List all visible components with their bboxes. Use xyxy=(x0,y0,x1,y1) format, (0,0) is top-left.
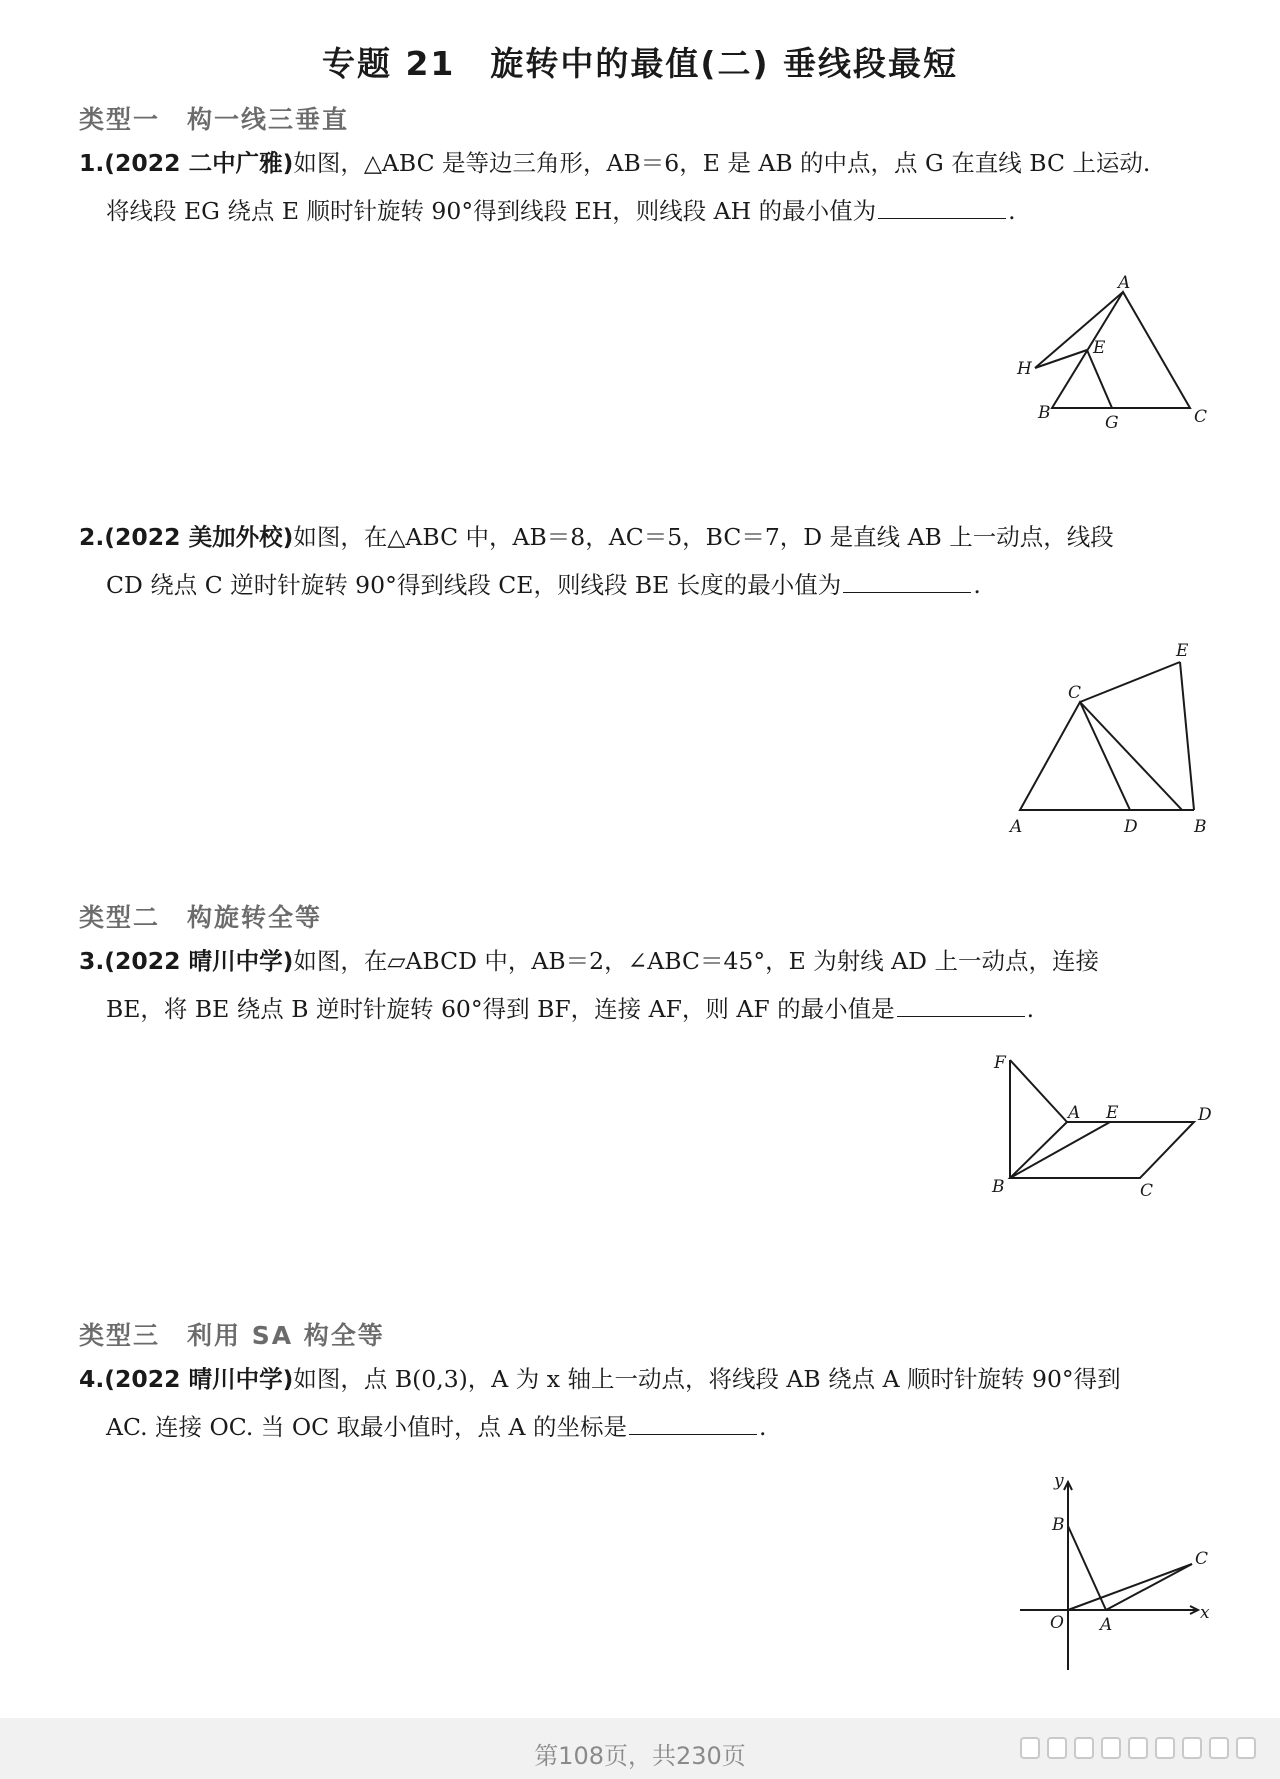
period: . xyxy=(758,1413,767,1441)
section-heading-type-2: 类型二 构旋转全等 xyxy=(79,903,323,932)
triangle-abc xyxy=(1052,292,1190,408)
problem-text: 如图，在▱ABCD 中，AB＝2，∠ABC＝45°，E 为射线 AD 上一动点，连接 xyxy=(293,947,1099,975)
problem-1-line-2 xyxy=(106,196,1016,226)
segment-ac xyxy=(1106,1564,1192,1610)
answer-blank[interactable] xyxy=(843,570,971,593)
problem-text: 将线段 EG 绕点 E 顺时针旋转 90°得到线段 EH，则线段 AH 的最小值为 xyxy=(106,197,877,225)
problem-2-line-1 xyxy=(79,522,1114,552)
label-e: E xyxy=(1106,1103,1119,1123)
label-c: C xyxy=(1068,683,1082,703)
problem-2-line-2 xyxy=(106,570,981,600)
problem-1-line-1 xyxy=(79,148,1150,178)
label-c: C xyxy=(1195,1549,1209,1569)
label-e: E xyxy=(1176,641,1189,661)
page-thumbnail-strip[interactable] xyxy=(1020,1737,1256,1759)
segment-oc xyxy=(1068,1564,1192,1610)
label-y: y xyxy=(1054,1471,1064,1491)
page-thumb[interactable] xyxy=(1209,1737,1229,1759)
label-f: F xyxy=(994,1053,1006,1073)
page-indicator: 第108页，共230页 xyxy=(534,1742,746,1770)
figure-3-parallelogram xyxy=(980,1050,1220,1210)
label-g: G xyxy=(1105,413,1119,433)
page-title: 专题 21 旋转中的最值(二) 垂线段最短 xyxy=(321,44,959,83)
problem-source: (2022 晴川中学) xyxy=(104,1365,294,1393)
page-thumb[interactable] xyxy=(1074,1737,1094,1759)
problem-3-line-1 xyxy=(79,946,1099,976)
problem-source: (2022 美加外校) xyxy=(104,523,294,551)
section-heading-type-3: 类型三 利用 SA 构全等 xyxy=(79,1321,385,1350)
segment-ce xyxy=(1080,662,1180,702)
problem-text: BE，将 BE 绕点 B 逆时针旋转 60°得到 BF，连接 AF，则 AF 的最小值是 xyxy=(106,995,895,1023)
problem-text: 如图，点 B(0,3)，A 为 x 轴上一动点，将线段 AB 绕点 A 顺时针旋转 90°得到 xyxy=(293,1365,1121,1393)
period: . xyxy=(973,571,981,599)
problem-source: (2022 二中广雅) xyxy=(104,149,294,177)
problem-number: 3. xyxy=(79,947,105,975)
label-e: E xyxy=(1093,338,1106,358)
label-b: B xyxy=(1194,817,1207,837)
label-x: x xyxy=(1200,1603,1210,1623)
figure-1-triangle xyxy=(1000,270,1230,440)
page-thumb[interactable] xyxy=(1101,1737,1121,1759)
problem-text: 如图，△ABC 是等边三角形，AB＝6，E 是 AB 的中点，点 G 在直线 BC 上运动. xyxy=(293,149,1151,177)
page-thumb[interactable] xyxy=(1182,1737,1202,1759)
page-thumb[interactable] xyxy=(1236,1737,1256,1759)
problem-4-line-2 xyxy=(106,1412,766,1442)
answer-blank[interactable] xyxy=(878,196,1006,219)
segment-be xyxy=(1010,1122,1110,1178)
answer-blank[interactable] xyxy=(629,1412,757,1435)
problem-4-line-1 xyxy=(79,1364,1121,1394)
period: . xyxy=(1008,197,1016,225)
segment-eb xyxy=(1180,662,1194,810)
label-h: H xyxy=(1017,359,1032,379)
section-heading-type-1: 类型一 构一线三垂直 xyxy=(79,105,350,134)
page-thumb[interactable] xyxy=(1047,1737,1067,1759)
segment-ah xyxy=(1035,292,1123,368)
problem-source: (2022 晴川中学) xyxy=(104,947,294,975)
label-c: C xyxy=(1140,1181,1154,1201)
label-b: B xyxy=(1052,1515,1065,1535)
problem-number: 2. xyxy=(79,523,105,551)
label-o: O xyxy=(1050,1613,1064,1633)
label-d: D xyxy=(1124,817,1138,837)
figure-2-triangle xyxy=(1000,640,1230,840)
label-a: A xyxy=(1068,1103,1081,1123)
page-thumb[interactable] xyxy=(1128,1737,1148,1759)
problem-text: CD 绕点 C 逆时针旋转 90°得到线段 CE，则线段 BE 长度的最小值为 xyxy=(106,571,842,599)
answer-blank[interactable] xyxy=(897,994,1025,1017)
segment-eg xyxy=(1087,350,1112,408)
label-d: D xyxy=(1198,1105,1212,1125)
label-a: A xyxy=(1010,817,1023,837)
label-a: A xyxy=(1118,273,1131,293)
figure-4-coordinate-plane xyxy=(1020,1470,1230,1680)
label-c: C xyxy=(1194,407,1208,427)
page-thumb[interactable] xyxy=(1155,1737,1175,1759)
page-thumb[interactable] xyxy=(1020,1737,1040,1759)
label-b: B xyxy=(992,1177,1005,1197)
problem-number: 4. xyxy=(79,1365,105,1393)
triangle-abc xyxy=(1020,702,1182,810)
problem-3-line-2 xyxy=(106,994,1034,1024)
problem-number: 1. xyxy=(79,149,105,177)
parallelogram-abcd xyxy=(1010,1122,1194,1178)
label-b: B xyxy=(1038,403,1051,423)
problem-text: 如图，在△ABC 中，AB＝8，AC＝5，BC＝7，D 是直线 AB 上一动点，线段 xyxy=(293,523,1114,551)
label-a: A xyxy=(1100,1615,1113,1635)
segment-fa xyxy=(1010,1060,1067,1122)
period: . xyxy=(1026,995,1035,1023)
segment-cd xyxy=(1080,702,1130,810)
problem-text: AC. 连接 OC. 当 OC 取最小值时，点 A 的坐标是 xyxy=(106,1413,627,1441)
